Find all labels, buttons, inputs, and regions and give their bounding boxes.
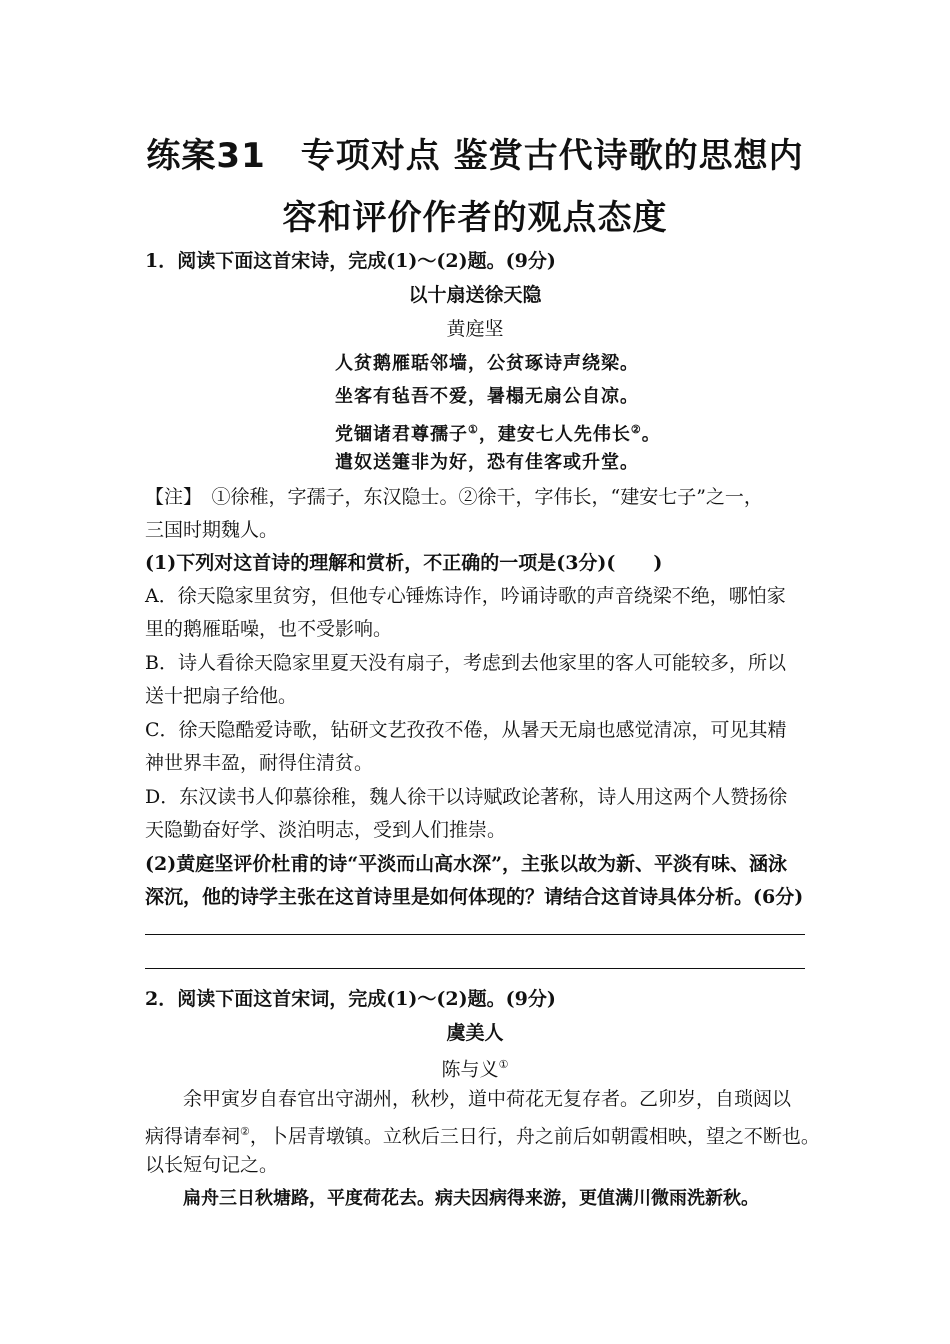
poem-2-author xyxy=(145,1052,805,1082)
preface-footnote-mark: ② xyxy=(240,1125,250,1138)
preface-line-2a: 病得请奉祠 xyxy=(145,1125,241,1148)
answer-line-1[interactable] xyxy=(145,934,805,935)
poem-1-author: 黄庭坚 xyxy=(446,318,504,340)
author-footnote-mark: ① xyxy=(498,1058,509,1071)
poem-2-title: 虞美人 xyxy=(446,1022,504,1044)
poem-1-line-3b: ，建安七人先伟长 xyxy=(478,424,631,445)
preface-line-2 xyxy=(145,1119,820,1149)
sub-question-2-line-1: (2)黄庭坚评价杜甫的诗“平淡而山高水深”，主张以故为新、平淡有味、涵泳 xyxy=(145,853,788,875)
option-d-line-1: D．东汉读书人仰慕徐稚，魏人徐干以诗赋政论著称，诗人用这两个人赞扬徐 xyxy=(145,786,788,808)
poem-2-author-name: 陈与义 xyxy=(441,1058,499,1081)
poem-1-line-3c: 。 xyxy=(641,424,661,445)
poem-1-line-3a: 党锢诸君尊孺子 xyxy=(335,424,468,445)
sub-question-1: (1)下列对这首诗的理解和赏析，不正确的一项是(3分)( ) xyxy=(145,552,663,574)
poem-1-line-4: 遣奴送箑非为好，恐有佳客或升堂。 xyxy=(335,452,639,473)
option-b-line-1: B．诗人看徐天隐家里夏天没有扇子，考虑到去他家里的客人可能较多，所以 xyxy=(145,652,786,674)
footnote-mark-1: ① xyxy=(468,423,479,436)
footnote-mark-2: ② xyxy=(630,423,642,436)
preface-line-3: 以长短句记之。 xyxy=(145,1154,279,1176)
option-c-line-2: 神世界丰盈，耐得住清贫。 xyxy=(145,752,374,774)
poem-2-verse-1: 扁舟三日秋塘路，平度荷花去。病夫因病得来游，更值满川微雨洗新秋。 xyxy=(183,1188,759,1209)
poem-1-line-2: 坐客有毡吾不爱，暑榻无扇公自凉。 xyxy=(335,386,639,407)
preface-line-2b: ，卜居青墩镇。立秋后三日行，舟之前后如朝霞相映，望之不断也。 xyxy=(249,1125,820,1148)
option-a-line-1: A．徐天隐家里贫穷，但他专心锤炼诗作，吟诵诗歌的声音绕梁不绝，哪怕家 xyxy=(145,585,786,607)
sub-question-2-line-2: 深沉，他的诗学主张在这首诗里是如何体现的？请结合这首诗具体分析。(6分) xyxy=(145,886,804,908)
option-b-line-2: 送十把扇子给他。 xyxy=(145,685,298,707)
question-2-intro: 2．阅读下面这首宋词，完成(1)～(2)题。(9分) xyxy=(145,988,556,1010)
note-line-1: 【注】 ①徐稚，字孺子，东汉隐士。②徐干，字伟长，“建安七子”之一， xyxy=(145,486,763,508)
poem-1-title: 以十扇送徐天隐 xyxy=(408,284,542,306)
answer-line-2[interactable] xyxy=(145,968,805,969)
option-d-line-2: 天隐勤奋好学、淡泊明志，受到人们推崇。 xyxy=(145,819,507,841)
option-c-line-1: C．徐天隐酷爱诗歌，钻研文艺孜孜不倦，从暑天无扇也感觉清凉，可见其精 xyxy=(145,719,787,741)
option-a-line-2: 里的鹅雁聒噪，也不受影响。 xyxy=(145,618,393,640)
poem-1-line-3 xyxy=(335,417,661,448)
page-title-line-2: 容和评价作者的观点态度 xyxy=(282,198,668,238)
poem-1-line-1: 人贫鹅雁聒邻墙，公贫琢诗声绕梁。 xyxy=(335,353,639,374)
preface-line-1: 余甲寅岁自春官出守湖州，秋杪，道中荷花无复存者。乙卯岁，自琐闼以 xyxy=(183,1088,792,1110)
page-title-line-1: 练案31 专项对点 鉴赏古代诗歌的思想内 xyxy=(146,136,804,176)
question-1-intro: 1．阅读下面这首宋诗，完成(1)～(2)题。(9分) xyxy=(145,250,556,272)
note-line-2: 三国时期魏人。 xyxy=(145,519,279,541)
